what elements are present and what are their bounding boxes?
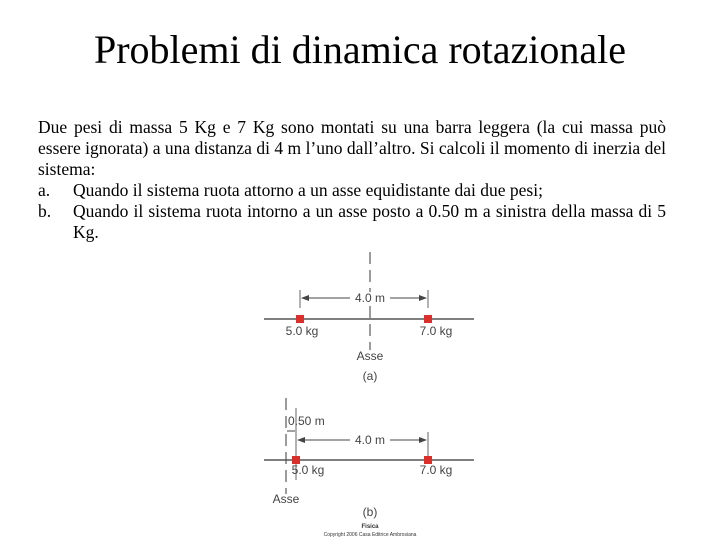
- diagram-a: [264, 252, 474, 383]
- figure-svg: [250, 248, 490, 540]
- item-marker: a.: [38, 180, 51, 200]
- axis-label: Asse: [356, 349, 384, 363]
- offset-label: 0.50 m: [288, 414, 325, 428]
- credit-line: Copyright 2006 Casa Editrice Ambrosiana: [323, 532, 417, 538]
- item-marker: b.: [38, 201, 52, 221]
- caption-b: (b): [362, 505, 378, 519]
- credit-title: Fisica: [361, 524, 379, 530]
- problem-text: [38, 117, 666, 243]
- item-text: Quando il sistema ruota intorno a un asse posto a 0.50 m a sinistra della massa di 5 Kg.: [73, 201, 666, 242]
- problem-item-b: [38, 201, 666, 243]
- distance-label: 4.0 m: [354, 433, 386, 447]
- axis-label: Asse: [272, 492, 300, 506]
- mass-right: [424, 315, 432, 323]
- mass-left: [296, 315, 304, 323]
- caption-a: (a): [362, 369, 378, 383]
- mass-right-label: 7.0 kg: [419, 463, 453, 477]
- mass-left-label: 5.0 kg: [285, 324, 319, 338]
- problem-item-a: [38, 180, 666, 201]
- distance-label: 4.0 m: [354, 291, 386, 305]
- diagram-b: [264, 398, 474, 538]
- mass-right-label: 7.0 kg: [419, 324, 453, 338]
- problem-intro: Due pesi di massa 5 Kg e 7 Kg sono montati su una barra leggera (la cui massa può essere ignorata) a una distanza di 4 m l’uno dall’altro. Si calcoli il momento di inerzia del sistema:: [38, 117, 666, 179]
- item-text: Quando il sistema ruota attorno a un asse equidistante dai due pesi;: [73, 180, 543, 200]
- rotation-figure: [250, 248, 490, 540]
- mass-left-label: 5.0 kg: [291, 463, 325, 477]
- page-title: Problemi di dinamica rotazionale: [93, 27, 627, 72]
